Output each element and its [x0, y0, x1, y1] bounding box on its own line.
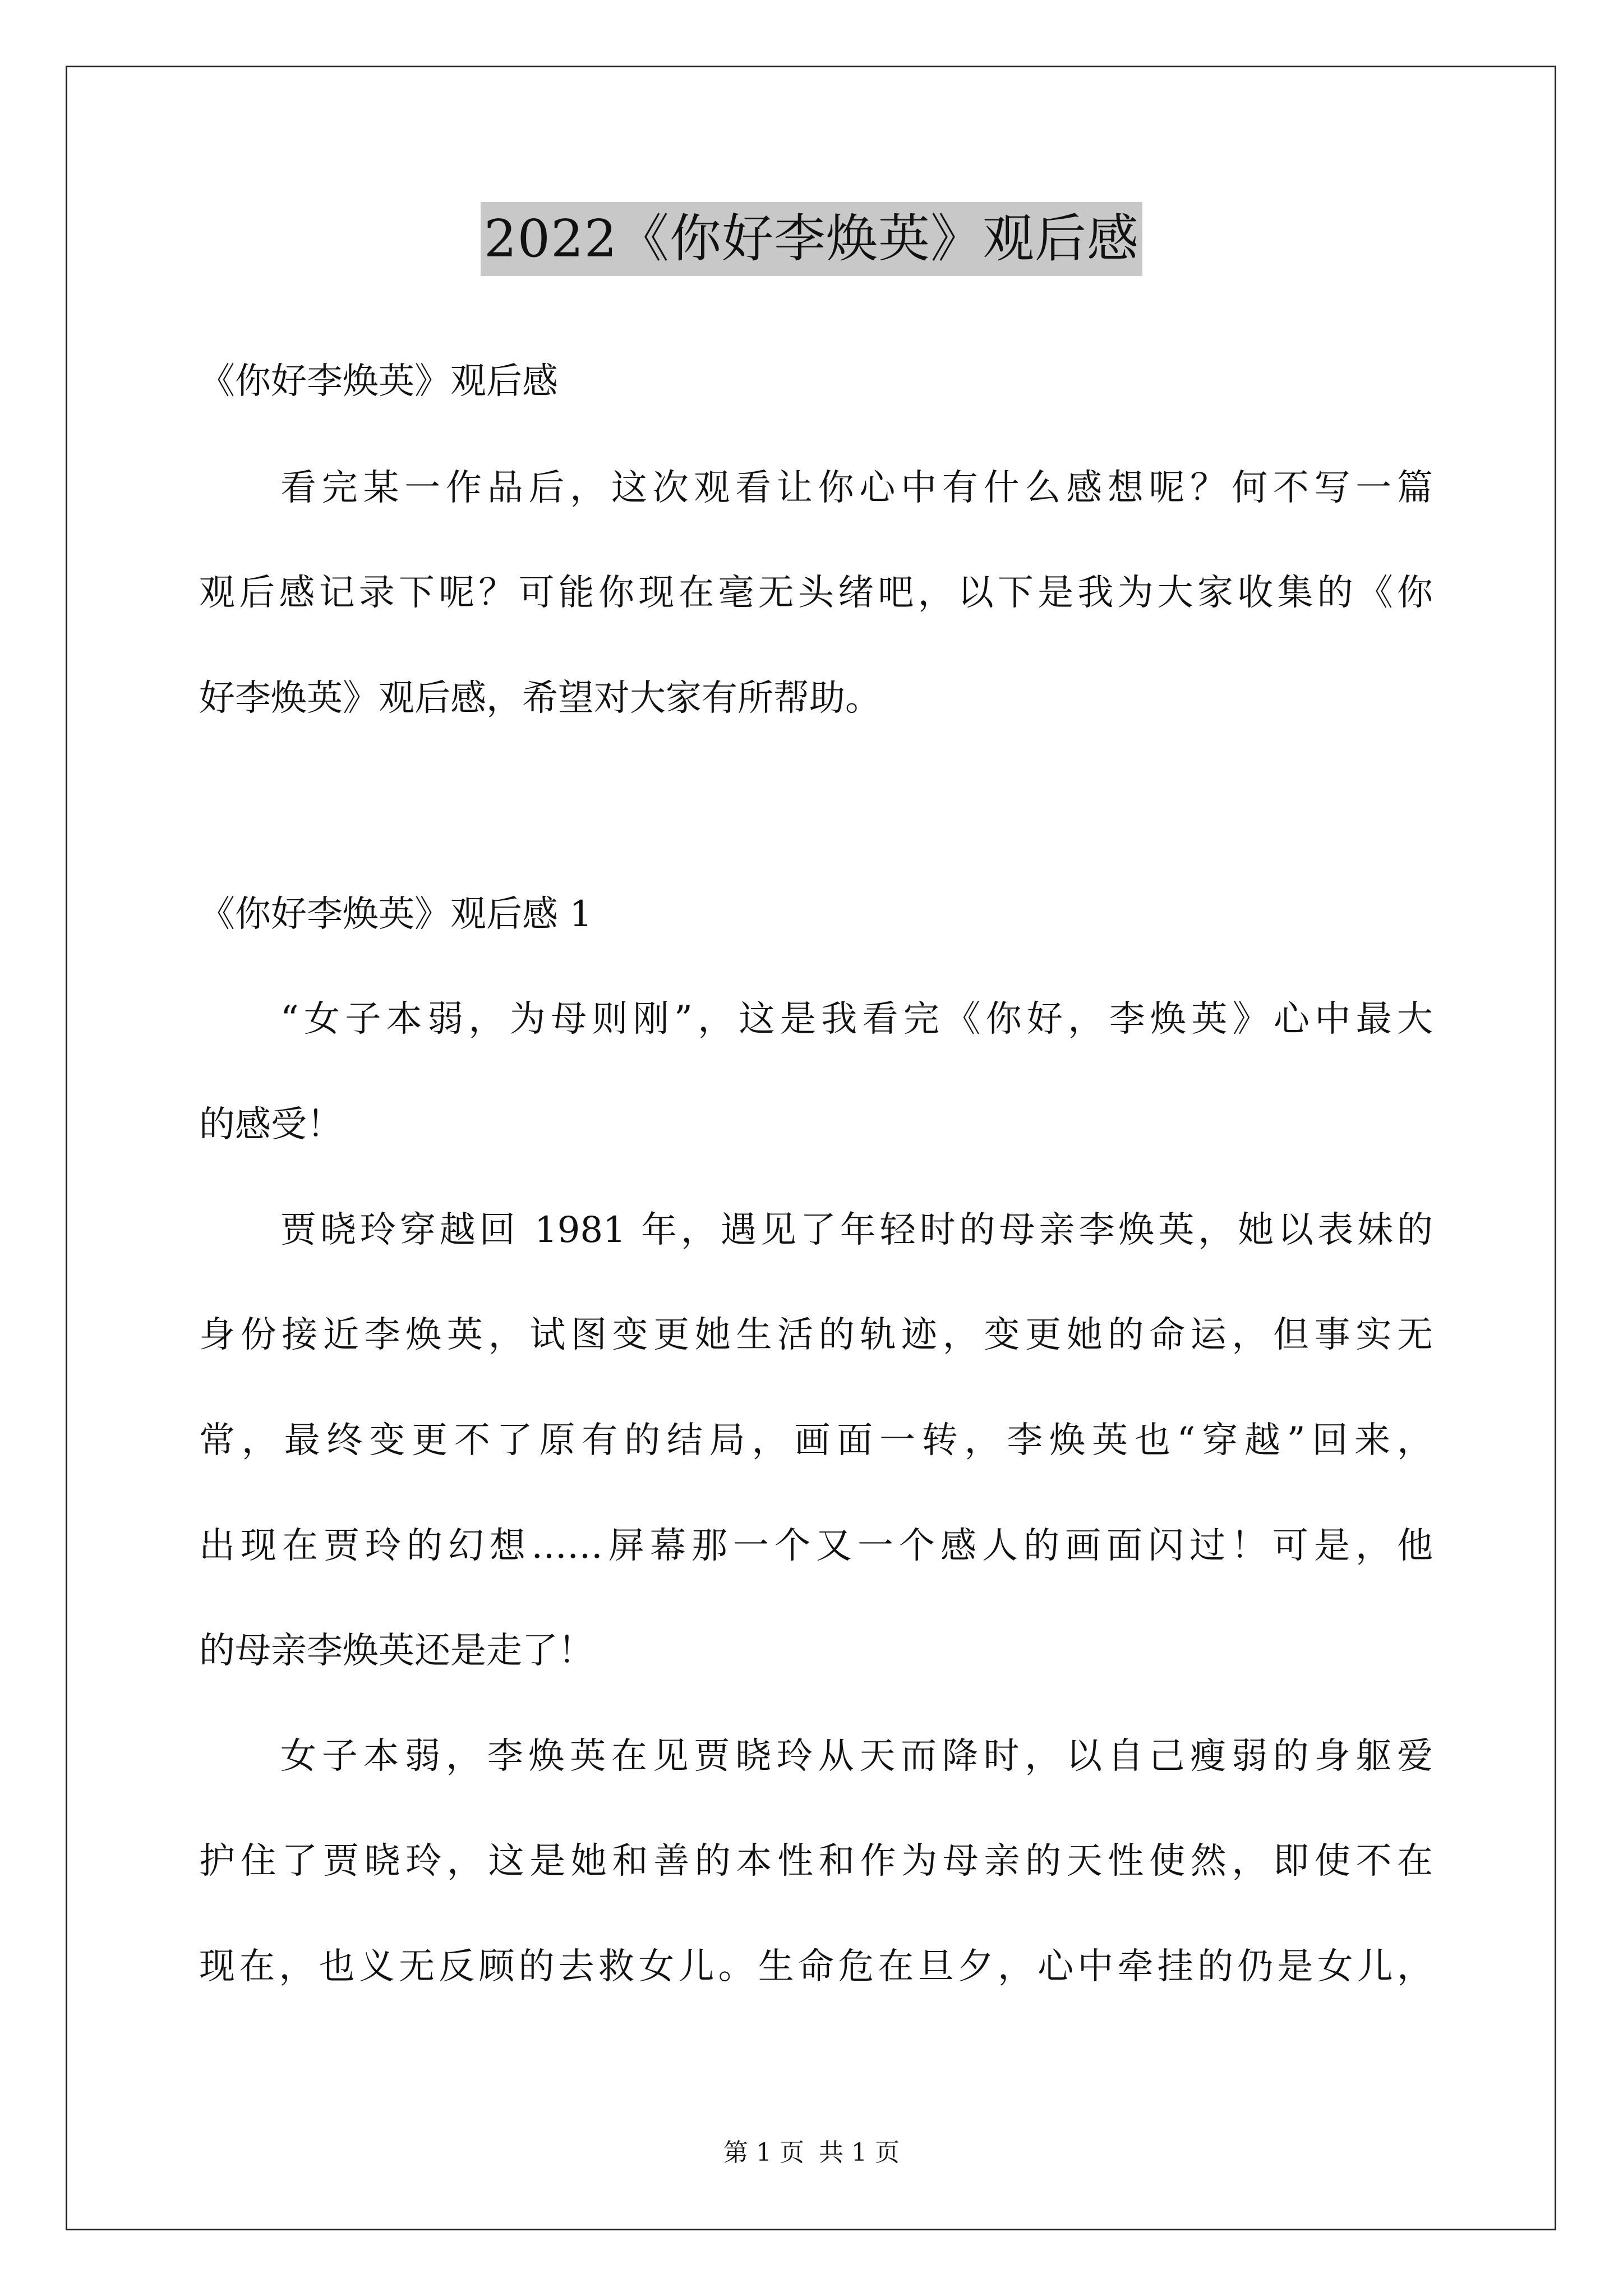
para2-line-5: 的母亲李焕英还是走了！ — [199, 1630, 594, 1672]
page-footer — [0, 2136, 1623, 2170]
para1-line-1: “女子本弱，为母则刚”，这是我看完《你好，李焕英》心中最大 — [280, 999, 1433, 1040]
para2-line-1: 贾晓玲穿越回 1981 年，遇见了年轻时的母亲李焕英，她以表妹的 — [280, 1209, 1433, 1251]
page-number: 第 1 页 — [723, 2138, 804, 2167]
intro-line-1: 看完某一作品后，这次观看让你心中有什么感想呢？何不写一篇 — [280, 467, 1433, 509]
intro-line-2: 观后感记录下呢？可能你现在毫无头绪吧，以下是我为大家收集的《你 — [199, 572, 1433, 614]
section-heading: 《你好李焕英》观后感 1 — [199, 894, 593, 935]
para3-line-1: 女子本弱，李焕英在见贾晓玲从天而降时，以自己瘦弱的身躯爱 — [280, 1736, 1433, 1777]
para2-line-4: 出现在贾玲的幻想……屏幕那一个又一个感人的画面闪过！可是，他 — [199, 1525, 1433, 1567]
para1-line-2: 的感受！ — [199, 1104, 343, 1145]
intro-line-3: 好李焕英》观后感，希望对大家有所帮助。 — [199, 678, 881, 719]
para3-line-2: 护住了贾晓玲，这是她和善的本性和作为母亲的天性使然，即使不在 — [199, 1841, 1433, 1882]
para3-line-3: 现在，也义无反顾的去救女儿。生命危在旦夕，心中牵挂的仍是女儿， — [199, 1946, 1433, 1987]
document-title: 2022《你好李焕英》观后感 — [481, 202, 1142, 276]
title-container — [0, 202, 1623, 276]
page-total: 共 1 页 — [819, 2138, 900, 2167]
subtitle: 《你好李焕英》观后感 — [199, 361, 558, 402]
para2-line-2: 身份接近李焕英，试图变更她生活的轨迹，变更她的命运，但事实无 — [199, 1314, 1433, 1356]
para2-line-3: 常，最终变更不了原有的结局，画面一转，李焕英也“穿越”回来， — [199, 1420, 1433, 1461]
